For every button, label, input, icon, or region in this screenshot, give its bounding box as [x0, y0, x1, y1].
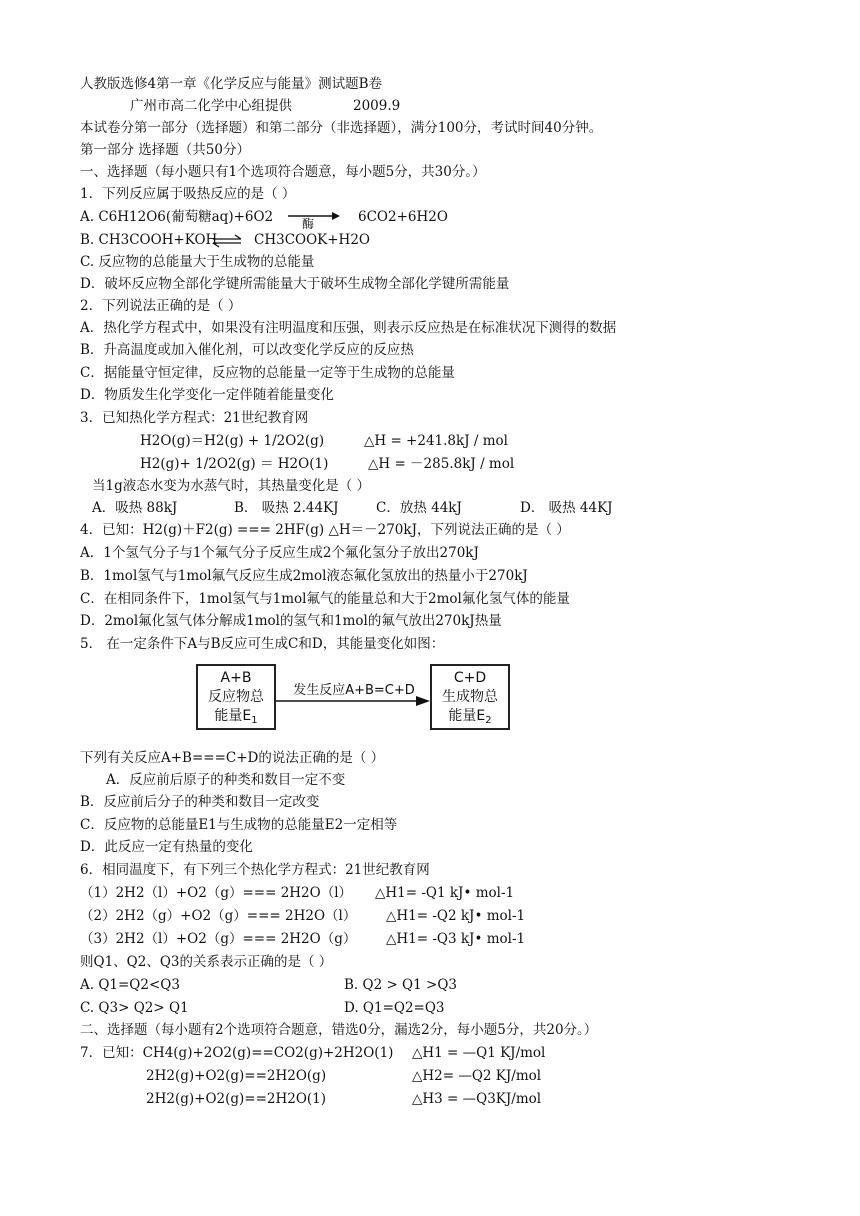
exam-date: 2009.9	[353, 98, 401, 114]
q1-option-b-right: CH3COOK+H2O	[254, 232, 370, 248]
q6-option-d: D. Q1=Q2=Q3	[344, 1000, 445, 1016]
section2-heading: 二、选择题（每小题有2个选项符合题意，错选0分，漏选2分，每小题5分，共20分。）	[80, 1022, 598, 1038]
q2-option-a: A．热化学方程式中，如果没有注明温度和压强，则表示反应热是在标准状况下测得的数据	[80, 320, 617, 336]
q3-question: 当1g液态水变为水蒸气时，其热量变化是（ ）	[92, 478, 371, 494]
q2-option-c: C．据能量守恒定律，反应物的总能量一定等于生成物的总能量	[80, 365, 455, 381]
q1-option-b-left: B. CH3COOH+KOH	[80, 232, 218, 248]
part1-heading: 第一部分 选择题（共50分）	[80, 142, 250, 158]
q4-option-c: C．在相同条件下，1mol氢气与1mol氟气的能量总和大于2mol氟化氢气体的能量	[80, 591, 570, 607]
q5-stem: 5． 在一定条件下A与B反应可生成C和D，其能量变化如图：	[80, 636, 445, 652]
reactants-label: 反应物总	[208, 689, 264, 705]
equilibrium-arrow-icon	[212, 234, 242, 248]
q6-stem: 6．相同温度下，有下列三个热化学方程式：21世纪教育网	[80, 862, 430, 878]
q6-equation-3: （3）2H2（l）+O2（g）=== 2H2O（g）	[80, 931, 357, 947]
q3-equation-2: H2(g)+ 1/2O2(g) ＝ H2O(1)	[140, 456, 329, 472]
energy-diagram	[196, 664, 512, 734]
q1-option-a-left: A. C6H12O6(葡萄糖aq)+6O2	[80, 209, 274, 225]
q5-option-a: A．反应前后原子的种类和数目一定不变	[106, 772, 346, 788]
q6-delta-h-3: △H1= -Q3 kJ• mol-1	[386, 931, 526, 947]
q4-option-b: B．1mol氢气与1mol氟气反应生成2mol液态氟化氢放出的热量小于270kJ	[80, 568, 528, 584]
q6-equation-2: （2）2H2（g）+O2（g）=== 2H2O（l）	[80, 908, 357, 924]
q3-option-a: A．吸热 88kJ	[92, 500, 178, 516]
q6-delta-h-1: △H1= -Q1 kJ• mol-1	[375, 885, 515, 901]
q3-delta-h-1: △H = +241.8kJ / mol	[364, 433, 508, 449]
q3-option-d: D． 吸热 44KJ	[520, 500, 613, 516]
q1-option-a-right: 6CO2+6H2O	[358, 209, 448, 225]
q3-delta-h-2: △H = －285.8kJ / mol	[368, 456, 515, 472]
q7-equation-2: 2H2(g)+O2(g)==2H2O(g)	[146, 1068, 327, 1084]
q7-delta-h-1: △H1 = —Q1 KJ/mol	[412, 1045, 546, 1061]
q2-option-d: D．物质发生化学变化一定伴随着能量变化	[80, 387, 334, 403]
products-label: 生成物总	[442, 689, 498, 705]
q7-equation-3: 2H2(g)+O2(g)==2H2O(1)	[146, 1091, 327, 1107]
enzyme-label: 酶	[302, 217, 315, 231]
q6-option-a: A. Q1=Q2<Q3	[80, 977, 180, 993]
q7-delta-h-3: △H3 = —Q3KJ/mol	[412, 1091, 542, 1107]
q6-equation-1: （1）2H2（l）+O2（g）=== 2H2O（l）	[80, 885, 353, 901]
q7-delta-h-2: △H2= —Q2 KJ/mol	[412, 1068, 542, 1084]
q4-option-d: D．2mol氟化氢气体分解成1mol的氢气和1mol的氟气放出270kJ热量	[80, 613, 502, 629]
q5-option-c: C．反应物的总能量E1与生成物的总能量E2一定相等	[80, 817, 398, 833]
q6-question: 则Q1、Q2、Q3的关系表示正确的是（ ）	[80, 954, 333, 970]
q6-delta-h-2: △H1= -Q2 kJ• mol-1	[386, 908, 526, 924]
q1-option-c: C. 反应物的总能量大于生成物的总能量	[80, 254, 315, 270]
reactants-box	[196, 664, 276, 730]
q3-option-c: C．放热 44kJ	[376, 500, 462, 516]
exam-title: 人教版选修4第一章《化学反应与能量》测试题B卷	[80, 76, 383, 92]
q4-stem: 4．已知：H2(g)＋F2(g) === 2HF(g) △H＝－270kJ，下列说法正确的是（ ）	[80, 522, 570, 538]
q7-stem: 7．已知：CH4(g)+2O2(g)==CO2(g)+2H2O(1)	[80, 1045, 394, 1061]
exam-info: 本试卷分第一部分（选择题）和第二部分（非选择题），满分100分，考试时间40分钟。	[80, 120, 603, 136]
q3-option-b: B． 吸热 2.44KJ	[234, 500, 339, 516]
reactants-energy: 能量$E_1$	[214, 708, 258, 726]
q6-option-b: B. Q2 > Q1 >Q3	[344, 977, 457, 993]
q1-option-d: D．破坏反应物全部化学键所需能量大于破坏生成物全部化学键所需能量	[80, 276, 510, 292]
q2-stem: 2．下列说法正确的是（ ）	[80, 298, 242, 314]
q5-option-b: B．反应前后分子的种类和数目一定改变	[80, 794, 320, 810]
products-formula: C+D	[453, 670, 487, 686]
q4-option-a: A．1个氢气分子与1个氟气分子反应生成2个氟化氢分子放出270kJ	[80, 545, 479, 561]
products-box	[430, 664, 510, 730]
reactants-formula: A+B	[220, 670, 252, 686]
q2-option-b: B．升高温度或加入催化剂，可以改变化学反应的反应热	[80, 342, 414, 358]
q3-equation-1: H2O(g)＝H2(g) + 1/2O2(g)	[140, 433, 325, 449]
q1-stem: 1．下列反应属于吸热反应的是（ ）	[80, 186, 296, 202]
q3-stem: 3．已知热化学方程式：21世纪教育网	[80, 410, 309, 426]
q5-option-d: D．此反应一定有热量的变化	[80, 839, 253, 855]
section1-heading: 一、选择题（每小题只有1个选项符合题意，每小题5分，共30分。）	[80, 164, 486, 180]
provider: 广州市高二化学中心组提供	[130, 98, 292, 114]
q6-option-c: C. Q3> Q2> Q1	[80, 1000, 189, 1016]
reaction-arrow-label: 发生反应A+B=C+D	[293, 683, 415, 698]
reaction-arrow-icon	[276, 694, 430, 708]
products-energy: 能量$E_2$	[448, 708, 492, 726]
q5-question: 下列有关反应A+B===C+D的说法正确的是（ ）	[80, 750, 385, 766]
